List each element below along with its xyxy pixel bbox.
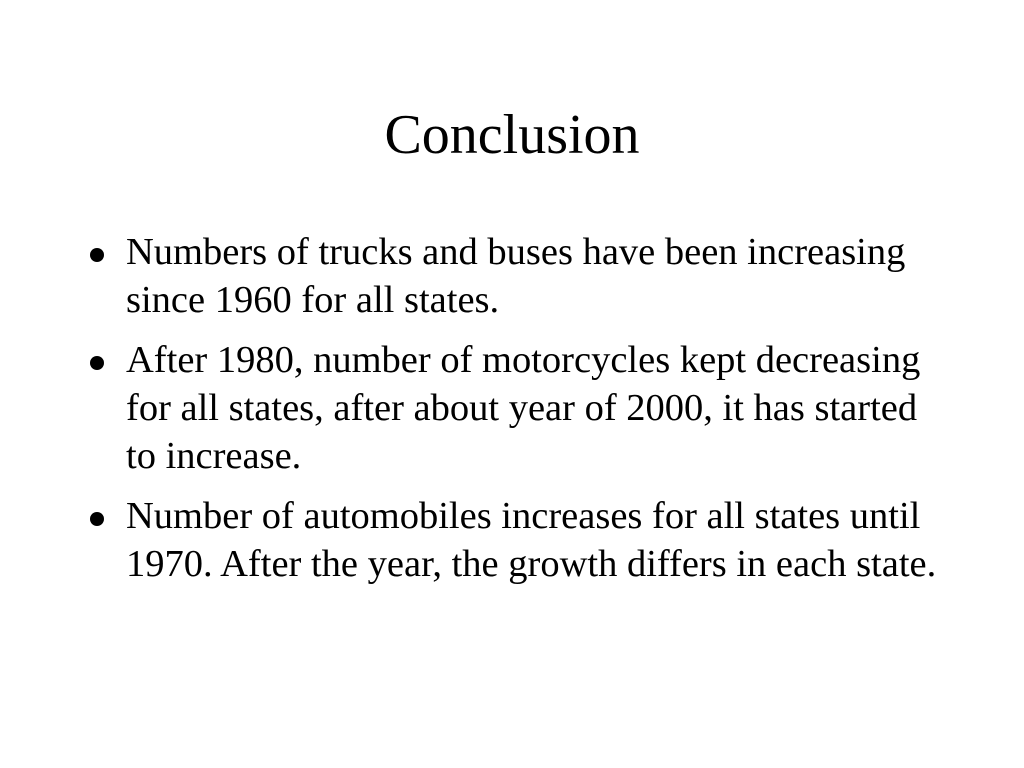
bullet-text: After 1980, number of motorcycles kept decreasing for all states, after about year of 2000, it has started to increase. (126, 339, 921, 477)
bullet-list (126, 228, 946, 600)
bullet-item (126, 336, 946, 480)
bullet-item (126, 228, 946, 324)
bullet-item (126, 492, 946, 588)
slide-title: Conclusion (384, 104, 640, 166)
bullet-text: Number of automobiles increases for all states until 1970. After the year, the growth differs in each state. (126, 495, 937, 585)
bullet-dot-icon (90, 248, 104, 262)
bullet-dot-icon (90, 512, 104, 526)
bullet-text: Numbers of trucks and buses have been increasing since 1960 for all states. (126, 231, 906, 321)
bullet-dot-icon (90, 356, 104, 370)
